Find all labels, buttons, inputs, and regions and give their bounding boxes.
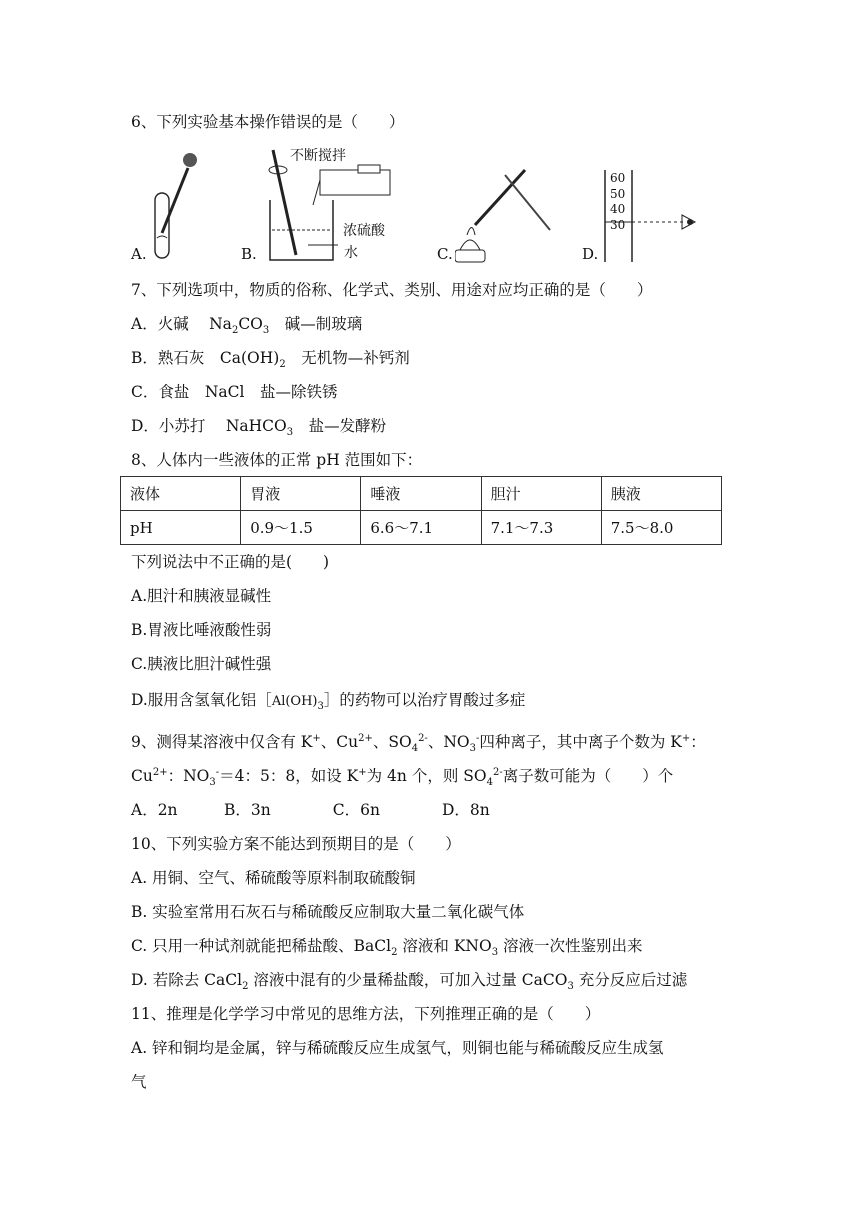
- tick-40: 40: [610, 202, 626, 216]
- q8-option-a: A.胆汁和胰液显碱性: [131, 587, 272, 605]
- option-d-label: D.: [582, 245, 599, 263]
- q10-option-b: B. 实验室常用石灰石与稀硫酸反应制取大量二氧化碳气体: [131, 903, 525, 921]
- table-cell: 胰液: [601, 477, 721, 511]
- option-b-label: B.: [241, 245, 257, 263]
- q7-option-d: D．小苏打 NaHCO$_3$ 盐—发酵粉: [131, 417, 387, 439]
- table-cell: 胆汁: [481, 477, 601, 511]
- tick-60: 60: [610, 171, 626, 185]
- table-cell: 7.1～7.3: [481, 511, 601, 545]
- table-cell: 7.5～8.0: [601, 511, 721, 545]
- question-10-stem: 10、下列实验方案不能达到预期目的是（ ）: [131, 835, 461, 853]
- q8-question: 下列说法中不正确的是( ): [131, 553, 330, 571]
- option-c-label: C.: [437, 245, 453, 263]
- q11-option-a-line-2: 气: [131, 1073, 147, 1091]
- table-cell: 唾液: [361, 477, 481, 511]
- q9-line-2: $Cu^{2+}$：$NO_3^-=4$：5：8，如设 K+为 4n 个，则 $SO_4^{2-}$离子数可能为（ ）个: [131, 766, 674, 789]
- q10-option-d: D. 若除去 CaCl$_2$ 溶液中混有的少量稀盐酸，可加入过量 CaCO$_3$ 充分反应后过滤: [131, 971, 688, 993]
- q7-option-a: A．火碱 $Na_2CO_3$ 碱—制玻璃: [131, 315, 363, 337]
- tick-50: 50: [610, 186, 626, 201]
- table-cell: 胃液: [241, 477, 361, 511]
- dropper-test-tube-figure: [150, 148, 200, 263]
- q8-option-d: D.服用含氢氧化铝$[Al(OH)_3]$的药物可以治疗胃酸过多症: [131, 691, 526, 713]
- option-a-label: A.: [131, 245, 147, 263]
- heating-test-tube-figure: [455, 155, 555, 265]
- stir-label: 不断搅拌: [290, 148, 346, 164]
- ph-table: [120, 476, 722, 545]
- table-cell: 6.6～7.1: [361, 511, 481, 545]
- question-8-stem: 8、人体内一些液体的正常 pH 范围如下：: [131, 451, 423, 469]
- q8-option-c: C.胰液比胆汁碱性强: [131, 655, 272, 673]
- question-11-stem: 11、推理是化学学习中常见的思维方法，下列推理正确的是（ ）: [131, 1005, 601, 1023]
- question-7-stem: 7、下列选项中，物质的俗称、化学式、类别、用途对应均正确的是（ ）: [131, 281, 653, 299]
- tick-30: 30: [610, 217, 626, 232]
- water-label: 水: [344, 245, 358, 261]
- table-header-row: [121, 477, 722, 511]
- table-row: [121, 511, 722, 545]
- q8-option-b: B.胃液比唾液酸性弱: [131, 621, 272, 639]
- q7-option-c: C．食盐 NaCl 盐—除铁锈: [131, 383, 338, 401]
- question-6-stem: 6、下列实验基本操作错误的是（ ）: [131, 113, 405, 131]
- table-cell: 液体: [121, 477, 241, 511]
- q7-option-b: B．熟石灰 $Ca(OH)_2$ 无机物—补钙剂: [131, 349, 410, 371]
- q10-option-c: C. 只用一种试剂就能把稀盐酸、BaCl$_2$ 溶液和 $KNO_3$ 溶液一次性鉴别出来: [131, 937, 643, 959]
- acid-label: 浓硫酸: [343, 223, 385, 239]
- table-cell: pH: [121, 511, 241, 545]
- q9-options: A．2n B．3n C．6n D．8n: [131, 801, 490, 819]
- q11-option-a-line-1: A. 锌和铜均是金属，锌与稀硫酸反应生成氢气，则铜也能与稀硫酸反应生成氢: [131, 1039, 664, 1057]
- q9-line-1: 9、测得某溶液中仅含有 K+、$Cu^{2+}$、$SO_4^{2-}$、$NO_3^-$四种离子，其中离子个数为 K+：: [131, 732, 706, 755]
- q10-option-a: A. 用铜、空气、稀硫酸等原料制取硫酸铜: [131, 869, 416, 887]
- table-cell: 0.9～1.5: [241, 511, 361, 545]
